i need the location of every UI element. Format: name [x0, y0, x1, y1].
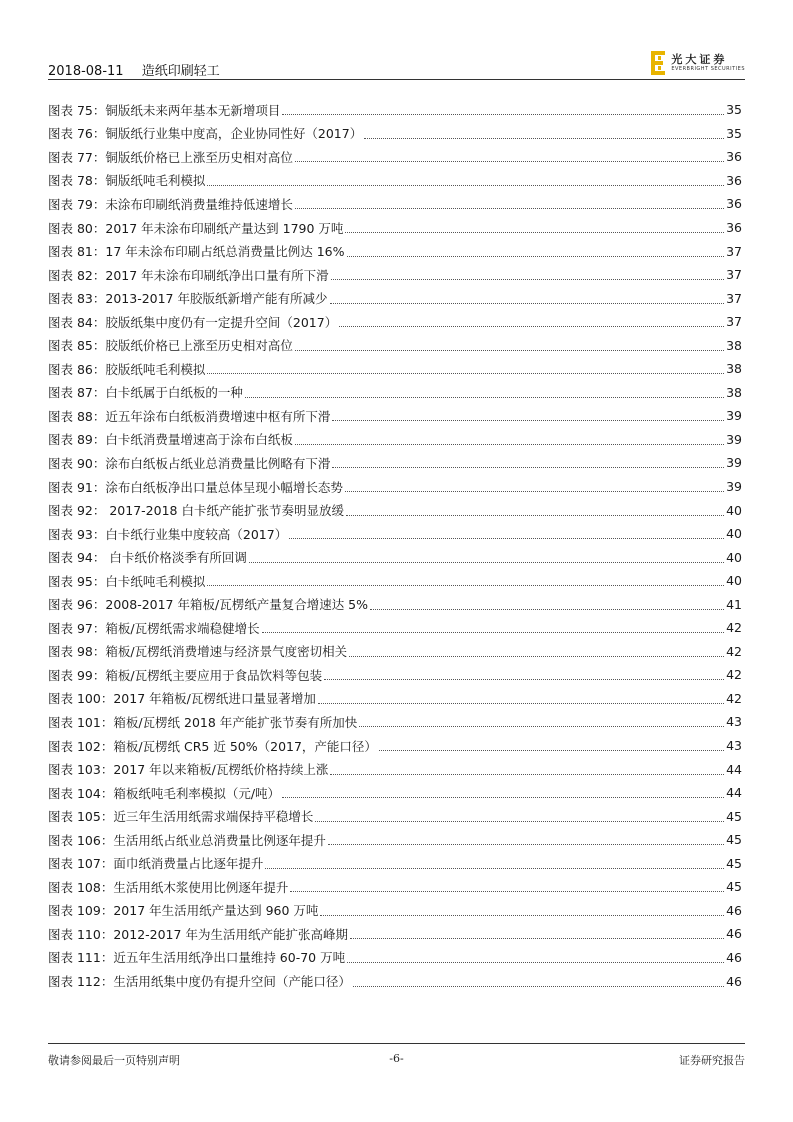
toc-entry-page: 36	[726, 172, 742, 188]
logo-en-text: EVERBRIGHT SECURITIES	[671, 66, 745, 72]
toc-entry-title: 图表 82：2017 年未涂布印刷纸净出口量有所下滑	[48, 267, 329, 283]
toc-entry-title: 图表 97：箱板/瓦楞纸需求端稳健增长	[48, 620, 260, 636]
toc-dot-leader	[359, 726, 724, 727]
toc-entry[interactable]	[48, 616, 742, 640]
toc-entry[interactable]	[48, 545, 742, 569]
page-number: -6-	[389, 1052, 404, 1065]
toc-entry[interactable]	[48, 498, 742, 522]
toc-entry[interactable]	[48, 852, 742, 876]
toc-entry-title: 图表 81：17 年未涂布印刷占纸总消费量比例达 16%	[48, 244, 345, 260]
toc-entry-title: 图表 90：涂布白纸板占纸业总消费量比例略有下滑	[48, 455, 331, 471]
toc-entry-page: 45	[726, 808, 742, 824]
toc-entry-title: 图表 91：涂布白纸板净出口量总体呈现小幅增长态势	[48, 479, 343, 495]
toc-entry[interactable]	[48, 333, 742, 357]
toc-entry-title: 图表 76：铜版纸行业集中度高，企业协同性好（2017）	[48, 126, 363, 142]
toc-entry-title: 图表 98：箱板/瓦楞纸消费增速与经济景气度密切相关	[48, 644, 348, 660]
toc-dot-leader	[339, 326, 724, 327]
toc-entry[interactable]	[48, 122, 742, 146]
toc-entry[interactable]	[48, 239, 742, 263]
logo-cn-text: 光大证券	[671, 53, 728, 66]
page-header	[48, 50, 745, 80]
toc-dot-leader	[295, 350, 724, 351]
toc-entry-page: 36	[726, 196, 742, 212]
toc-entry-page: 37	[726, 243, 742, 259]
toc-dot-leader	[315, 821, 724, 822]
toc-entry-page: 37	[726, 314, 742, 330]
toc-entry-title: 图表 86：胶版纸吨毛利模拟	[48, 361, 206, 377]
toc-entry-page: 35	[726, 125, 742, 141]
toc-entry[interactable]	[48, 475, 742, 499]
toc-entry-title: 图表 110：2012-2017 年为生活用纸产能扩张高峰期	[48, 926, 348, 942]
toc-entry[interactable]	[48, 428, 742, 452]
toc-entry-title: 图表 96：2008-2017 年箱板/瓦楞纸产量复合增速达 5%	[48, 597, 369, 613]
toc-entry-title: 图表 94： 白卡纸价格淡季有所回调	[48, 550, 247, 566]
toc-dot-leader	[320, 915, 724, 916]
toc-entry-page: 43	[726, 738, 742, 754]
toc-entry[interactable]	[48, 216, 742, 240]
toc-entry-page: 39	[726, 455, 742, 471]
toc-entry-page: 38	[726, 337, 742, 353]
toc-entry-title: 图表 104：箱板纸吨毛利率模拟（元/吨）	[48, 785, 281, 801]
toc-dot-leader	[347, 962, 724, 963]
toc-dot-leader	[245, 397, 724, 398]
toc-entry-title: 图表 92： 2017-2018 白卡纸产能扩张节奏明显放缓	[48, 503, 344, 519]
toc-dot-leader	[379, 750, 724, 751]
toc-entry[interactable]	[48, 522, 742, 546]
toc-dot-leader	[345, 232, 724, 233]
toc-entry[interactable]	[48, 710, 742, 734]
toc-entry-title: 图表 77：铜版纸价格已上涨至历史相对高位	[48, 149, 293, 165]
toc-dot-leader	[282, 114, 724, 115]
toc-entry[interactable]	[48, 381, 742, 405]
toc-entry-page: 41	[726, 596, 742, 612]
footer-disclaimer: 敬请参阅最后一页特别声明	[48, 1054, 180, 1067]
toc-entry-title: 图表 84：胶版纸集中度仍有一定提升空间（2017）	[48, 314, 338, 330]
toc-dot-leader	[207, 585, 724, 586]
toc-entry[interactable]	[48, 145, 742, 169]
toc-entry[interactable]	[48, 781, 742, 805]
toc-entry-page: 37	[726, 290, 742, 306]
toc-entry[interactable]	[48, 263, 742, 287]
toc-entry-title: 图表 79：未涂布印刷纸消费量维持低速增长	[48, 196, 293, 212]
toc-entry-page: 40	[726, 573, 742, 589]
logo-mark-icon	[651, 51, 667, 75]
toc-entry[interactable]	[48, 357, 742, 381]
toc-entry[interactable]	[48, 946, 742, 970]
toc-entry-page: 44	[726, 761, 742, 777]
toc-entry[interactable]	[48, 757, 742, 781]
toc-entry-page: 37	[726, 267, 742, 283]
toc-dot-leader	[295, 161, 724, 162]
figure-index-list	[48, 98, 742, 993]
toc-entry-title: 图表 93：白卡纸行业集中度较高（2017）	[48, 526, 288, 542]
toc-entry[interactable]	[48, 98, 742, 122]
toc-entry-page: 42	[726, 690, 742, 706]
report-date: 2018-08-11	[48, 64, 124, 79]
toc-dot-leader	[265, 868, 724, 869]
toc-entry-page: 46	[726, 973, 742, 989]
toc-dot-leader	[282, 797, 724, 798]
toc-entry-page: 44	[726, 785, 742, 801]
toc-dot-leader	[289, 538, 724, 539]
toc-entry-page: 35	[726, 102, 742, 118]
toc-entry-page: 45	[726, 832, 742, 848]
toc-dot-leader	[262, 632, 724, 633]
toc-entry-title: 图表 95：白卡纸吨毛利模拟	[48, 573, 206, 589]
toc-entry-title: 图表 109：2017 年生活用纸产量达到 960 万吨	[48, 903, 319, 919]
toc-entry-page: 40	[726, 549, 742, 565]
toc-entry-title: 图表 111：近五年生活用纸净出口量维持 60-70 万吨	[48, 950, 346, 966]
toc-entry-page: 45	[726, 879, 742, 895]
toc-dot-leader	[347, 256, 724, 257]
toc-entry-title: 图表 89：白卡纸消费量增速高于涂布白纸板	[48, 432, 293, 448]
toc-entry-page: 39	[726, 431, 742, 447]
toc-entry[interactable]	[48, 663, 742, 687]
toc-dot-leader	[331, 279, 724, 280]
toc-entry-page: 36	[726, 149, 742, 165]
toc-entry[interactable]	[48, 404, 742, 428]
toc-dot-leader	[364, 138, 724, 139]
toc-dot-leader	[249, 562, 724, 563]
toc-entry-title: 图表 101：箱板/瓦楞纸 2018 年产能扩张节奏有所加快	[48, 714, 358, 730]
toc-entry-page: 38	[726, 361, 742, 377]
toc-entry-title: 图表 78：铜版纸吨毛利模拟	[48, 173, 206, 189]
toc-entry-title: 图表 103：2017 年以来箱板/瓦楞纸价格持续上涨	[48, 762, 329, 778]
toc-entry[interactable]	[48, 969, 742, 993]
toc-entry[interactable]	[48, 310, 742, 334]
toc-entry-page: 46	[726, 926, 742, 942]
toc-dot-leader	[290, 891, 724, 892]
toc-dot-leader	[324, 679, 724, 680]
toc-entry-page: 42	[726, 620, 742, 636]
toc-entry[interactable]	[48, 922, 742, 946]
toc-entry[interactable]	[48, 687, 742, 711]
toc-entry[interactable]	[48, 828, 742, 852]
toc-entry-page: 38	[726, 384, 742, 400]
toc-entry-title: 图表 88：近五年涂布白纸板消费增速中枢有所下滑	[48, 408, 331, 424]
page-footer	[48, 1052, 745, 1068]
toc-entry-page: 42	[726, 643, 742, 659]
header-left	[48, 60, 220, 79]
toc-entry-title: 图表 102：箱板/瓦楞纸 CR5 近 50%（2017，产能口径）	[48, 738, 377, 754]
toc-dot-leader	[332, 467, 724, 468]
toc-entry[interactable]	[48, 734, 742, 758]
toc-entry[interactable]	[48, 804, 742, 828]
toc-entry-title: 图表 99：箱板/瓦楞纸主要应用于食品饮料等包装	[48, 667, 323, 683]
toc-entry[interactable]	[48, 169, 742, 193]
toc-entry-page: 46	[726, 949, 742, 965]
toc-entry[interactable]	[48, 899, 742, 923]
toc-entry-title: 图表 100：2017 年箱板/瓦楞纸进口量显著增加	[48, 691, 316, 707]
toc-dot-leader	[332, 420, 724, 421]
toc-dot-leader	[330, 303, 725, 304]
toc-entry-page: 46	[726, 902, 742, 918]
toc-entry-page: 45	[726, 855, 742, 871]
toc-dot-leader	[207, 185, 724, 186]
toc-entry-title: 图表 112：生活用纸集中度仍有提升空间（产能口径）	[48, 974, 351, 989]
toc-dot-leader	[328, 844, 724, 845]
toc-dot-leader	[353, 986, 724, 987]
toc-entry-title: 图表 83：2013-2017 年胶版纸新增产能有所减少	[48, 291, 328, 307]
toc-entry[interactable]	[48, 875, 742, 899]
toc-entry-title: 图表 108：生活用纸木浆使用比例逐年提升	[48, 879, 289, 895]
toc-entry-title: 图表 75：铜版纸未来两年基本无新增项目	[48, 102, 281, 118]
toc-dot-leader	[350, 938, 724, 939]
toc-dot-leader	[345, 491, 724, 492]
toc-entry-title: 图表 106：生活用纸占纸业总消费量比例逐年提升	[48, 832, 326, 848]
toc-entry-page: 39	[726, 408, 742, 424]
toc-entry[interactable]	[48, 451, 742, 475]
company-logo	[651, 50, 745, 76]
toc-entry[interactable]	[48, 592, 742, 616]
toc-entry-title: 图表 107：面巾纸消费量占比逐年提升	[48, 856, 264, 872]
toc-entry-title: 图表 80：2017 年未涂布印刷纸产量达到 1790 万吨	[48, 220, 344, 236]
toc-entry-page: 40	[726, 502, 742, 518]
toc-entry-title: 图表 87：白卡纸属于白纸板的一种	[48, 385, 243, 401]
toc-dot-leader	[346, 515, 724, 516]
toc-entry-page: 42	[726, 667, 742, 683]
report-type: 证券研究报告	[679, 1054, 745, 1067]
toc-dot-leader	[295, 208, 724, 209]
toc-dot-leader	[318, 703, 724, 704]
toc-dot-leader	[370, 609, 724, 610]
footer-divider	[48, 1043, 745, 1044]
toc-entry-page: 36	[726, 220, 742, 235]
sector-name: 造纸印刷轻工	[141, 64, 220, 79]
header-divider	[48, 79, 745, 80]
toc-entry-page: 39	[726, 479, 742, 495]
toc-dot-leader	[330, 774, 724, 775]
toc-entry-page: 40	[726, 526, 742, 542]
toc-entry-title: 图表 85：胶版纸价格已上涨至历史相对高位	[48, 338, 293, 354]
toc-entry-title: 图表 105：近三年生活用纸需求端保持平稳增长	[48, 809, 314, 825]
toc-entry[interactable]	[48, 640, 742, 664]
toc-entry[interactable]	[48, 286, 742, 310]
toc-dot-leader	[207, 373, 724, 374]
toc-dot-leader	[349, 656, 724, 657]
toc-entry[interactable]	[48, 569, 742, 593]
toc-entry[interactable]	[48, 192, 742, 216]
toc-dot-leader	[295, 444, 724, 445]
toc-entry-page: 43	[726, 714, 742, 730]
